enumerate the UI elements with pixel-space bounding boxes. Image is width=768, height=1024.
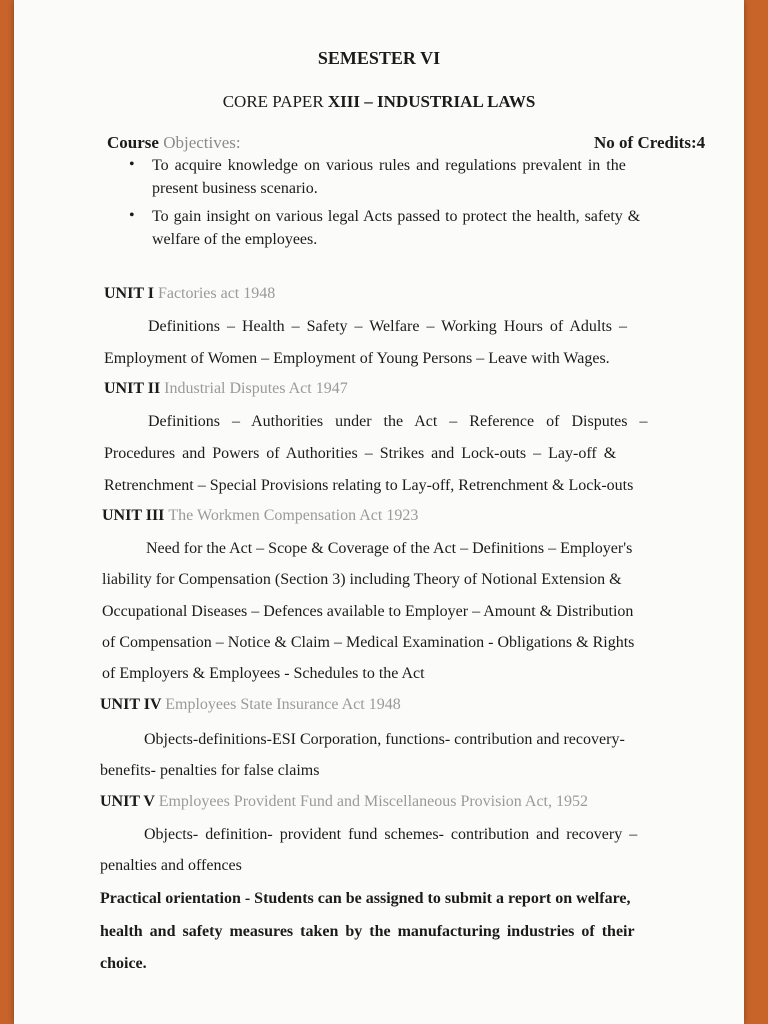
objective-2-line-2: welfare of the employees. [152, 231, 318, 248]
practical-line-3: choice. [100, 955, 147, 972]
paper-title-prefix: CORE PAPER [222, 92, 328, 111]
course-objectives-label-faded: Objectives: [163, 133, 241, 152]
credits-label: No of Credits:4 [594, 133, 706, 152]
unit-3-line-1: Need for the Act – Scope & Coverage of the Act – Definitions – Employer's [146, 540, 633, 557]
unit-2-line-1: Definitions – Authorities under the Act – Reference of Disputes – [148, 413, 648, 430]
unit-3-line-3: Occupational Diseases – Defences available to Employer – Amount & Distribution [102, 603, 634, 620]
unit-5-title: Employees Provident Fund and Miscellaneous Provision Act, 1952 [158, 793, 588, 810]
unit-3-title: The Workmen Compensation Act 1923 [168, 507, 419, 524]
unit-2-title: Industrial Disputes Act 1947 [164, 380, 348, 397]
unit-2-heading [104, 380, 348, 398]
paper-title-name: XIII – INDUSTRIAL LAWS [327, 92, 536, 111]
unit-2-line-2: Procedures and Powers of Authorities – Strikes and Lock-outs – Lay-off & [104, 445, 617, 462]
objective-2-line-1: To gain insight on various legal Acts passed to protect the health, safety & [152, 208, 641, 225]
semester-heading: SEMESTER VI [317, 48, 441, 68]
unit-4-line-1: Objects-definitions-ESI Corporation, functions- contribution and recovery- [144, 731, 625, 748]
bullet-icon: • [129, 207, 135, 224]
unit-1-heading [104, 285, 275, 303]
unit-1-line-1: Definitions – Health – Safety – Welfare – Working Hours of Adults – [148, 318, 627, 335]
course-objectives-label [107, 133, 241, 153]
practical-line-1: Practical orientation - Students can be assigned to submit a report on welfare, [100, 890, 631, 907]
practical-line-2: health and safety measures taken by the manufacturing industries of their [100, 923, 635, 940]
unit-3-line-4: of Compensation – Notice & Claim – Medical Examination - Obligations & Rights [102, 634, 635, 651]
unit-5-line-2: penalties and offences [100, 857, 242, 874]
unit-4-title: Employees State Insurance Act 1948 [165, 696, 401, 713]
unit-5-heading [100, 793, 588, 811]
unit-1-title: Factories act 1948 [157, 285, 276, 302]
unit-3-label: UNIT III [102, 507, 165, 524]
unit-5-line-1: Objects- definition- provident fund schemes- contribution and recovery – [144, 826, 638, 843]
course-objectives-label-strong: Course [107, 133, 164, 152]
unit-3-line-5: of Employers & Employees - Schedules to the Act [102, 665, 425, 682]
unit-3-heading [102, 507, 418, 525]
unit-5-label: UNIT V [100, 793, 155, 810]
paper-title [14, 92, 744, 112]
document-page [14, 0, 744, 1024]
unit-1-line-2: Employment of Women – Employment of Young Persons – Leave with Wages. [104, 350, 610, 367]
unit-2-label: UNIT II [104, 380, 161, 397]
unit-4-label: UNIT IV [100, 696, 162, 713]
unit-2-line-3: Retrenchment – Special Provisions relating to Lay-off, Retrenchment & Lock-outs [104, 477, 634, 494]
bullet-icon: • [129, 156, 135, 173]
unit-4-line-2: benefits- penalties for false claims [100, 762, 320, 779]
objective-1-line-2: present business scenario. [152, 180, 318, 197]
unit-3-line-2: liability for Compensation (Section 3) including Theory of Notional Extension & [102, 571, 622, 588]
unit-1-label: UNIT I [104, 285, 154, 302]
objective-1-line-1: To acquire knowledge on various rules and regulations prevalent in the [152, 157, 626, 174]
unit-4-heading [100, 696, 401, 714]
